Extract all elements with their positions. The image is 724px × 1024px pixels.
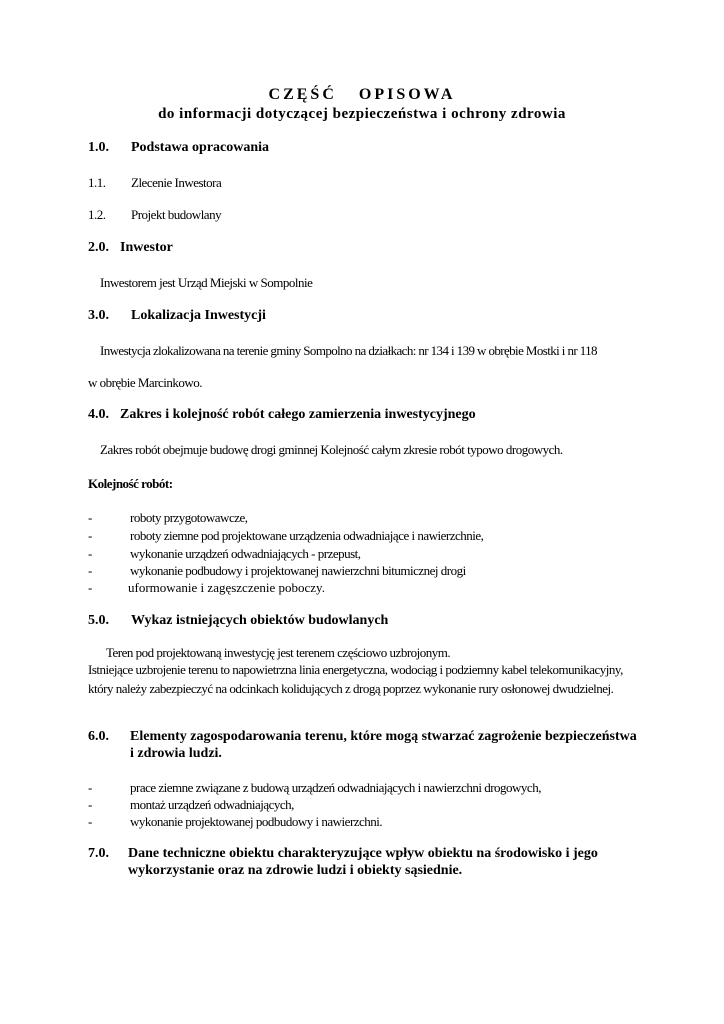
list-bullet: -: [88, 528, 93, 543]
section-title-line-1: Dane techniczne obiektu charakteryzujące wpływ obiektu na środowisko i jego: [128, 846, 598, 861]
list-bullet: -: [88, 546, 93, 561]
section-7-heading-line-2: wykorzystanie oraz na zdrowie ludzi i obiekty sąsiednie.: [128, 863, 463, 878]
section-title: Lokalizacja Inwestycji: [131, 308, 266, 323]
existing-objects-paragraph: Istniejące uzbrojenie terenu to napowietrzna linia energetyczna, wodociąg i podziemny kabel telekomunikacyjny, który należy zabezpieczyć na odcinkach kolidujących z drogą poprzez wykonanie rury osłonowej dwudzielnej.: [88, 662, 623, 696]
section-6-heading-line-2: i zdrowia ludzi.: [130, 746, 222, 761]
location-text-line-2: w obrębie Marcinkowo.: [88, 375, 203, 390]
list-item: wykonanie urządzeń odwadniających - przepust,: [130, 546, 361, 561]
section-3-heading: [88, 308, 266, 324]
subsection-text: Zlecenie Inwestora: [131, 175, 222, 190]
list-item: uformowanie i zagęszczenie poboczy.: [128, 580, 325, 595]
title-part-1: CZĘŚĆ: [268, 86, 337, 103]
list-bullet: -: [88, 580, 93, 595]
list-bullet: -: [88, 797, 93, 812]
existing-objects-line-1: Teren pod projektowaną inwestycję jest terenem częściowo uzbrojonym.: [106, 645, 451, 660]
work-order-label: Kolejność robót:: [88, 476, 173, 491]
list-bullet: -: [88, 814, 93, 829]
section-number: 5.0.: [88, 613, 109, 628]
section-number: 2.0.: [88, 240, 109, 255]
list-item: prace ziemne związane z budową urządzeń odwadniających i nawierzchni drogowych,: [130, 780, 541, 795]
section-title-line-1: Elementy zagospodarowania terenu, które mogą stwarzać zagrożenie bezpieczeństwa: [130, 729, 637, 744]
page-subtitle: do informacji dotyczącej bezpieczeństwa i ochrony zdrowia: [158, 106, 566, 122]
list-item: montaż urządzeń odwadniających,: [130, 797, 294, 812]
list-item: wykonanie projektowanej podbudowy i nawierzchni.: [130, 814, 383, 829]
section-6-heading: [88, 729, 637, 745]
section-1-heading: [88, 140, 269, 156]
section-number: 1.0.: [88, 140, 109, 155]
subsection-number: 1.1.: [88, 175, 106, 190]
section-number: 4.0.: [88, 407, 109, 422]
section-title: Podstawa opracowania: [131, 140, 270, 155]
list-item: wykonanie podbudowy i projektowanej nawierzchni bitumicznej drogi: [130, 563, 466, 578]
list-item: roboty ziemne pod projektowane urządzenia odwadniające i nawierzchnie,: [130, 528, 484, 543]
section-4-heading: [88, 407, 476, 423]
subsection-1-1: [88, 175, 221, 191]
section-number: 7.0.: [88, 846, 109, 861]
section-5-heading: [88, 613, 388, 629]
title-part-2: OPISOWA: [358, 86, 456, 103]
list-item: roboty przygotowawcze,: [130, 510, 248, 525]
list-bullet: -: [88, 780, 93, 795]
list-bullet: -: [88, 563, 93, 578]
subsection-text: Projekt budowlany: [131, 207, 222, 222]
section-number: 3.0.: [88, 308, 109, 323]
list-bullet: -: [88, 510, 93, 525]
page-title: [0, 86, 724, 104]
location-text-line-1: Inwestycja zlokalizowana na terenie gminy Sompolno na działkach: nr 134 i 139 w obrębie Mostki i nr 118: [100, 343, 597, 358]
subsection-1-2: [88, 207, 221, 223]
subsection-number: 1.2.: [88, 207, 106, 222]
section-title: Inwestor: [120, 240, 173, 255]
section-title: Zakres i kolejność robót całego zamierzenia inwestycyjnego: [120, 407, 476, 422]
section-2-heading: [88, 240, 173, 256]
section-7-heading: [88, 846, 598, 862]
section-title: Wykaz istniejących obiektów budowlanych: [131, 613, 389, 628]
section-number: 6.0.: [88, 729, 109, 744]
scope-text: Zakres robót obejmuje budowę drogi gminnej Kolejność całym zkresie robót typowo drogowych.: [100, 442, 563, 457]
investor-text: Inwestorem jest Urząd Miejski w Sompolnie: [100, 275, 313, 290]
